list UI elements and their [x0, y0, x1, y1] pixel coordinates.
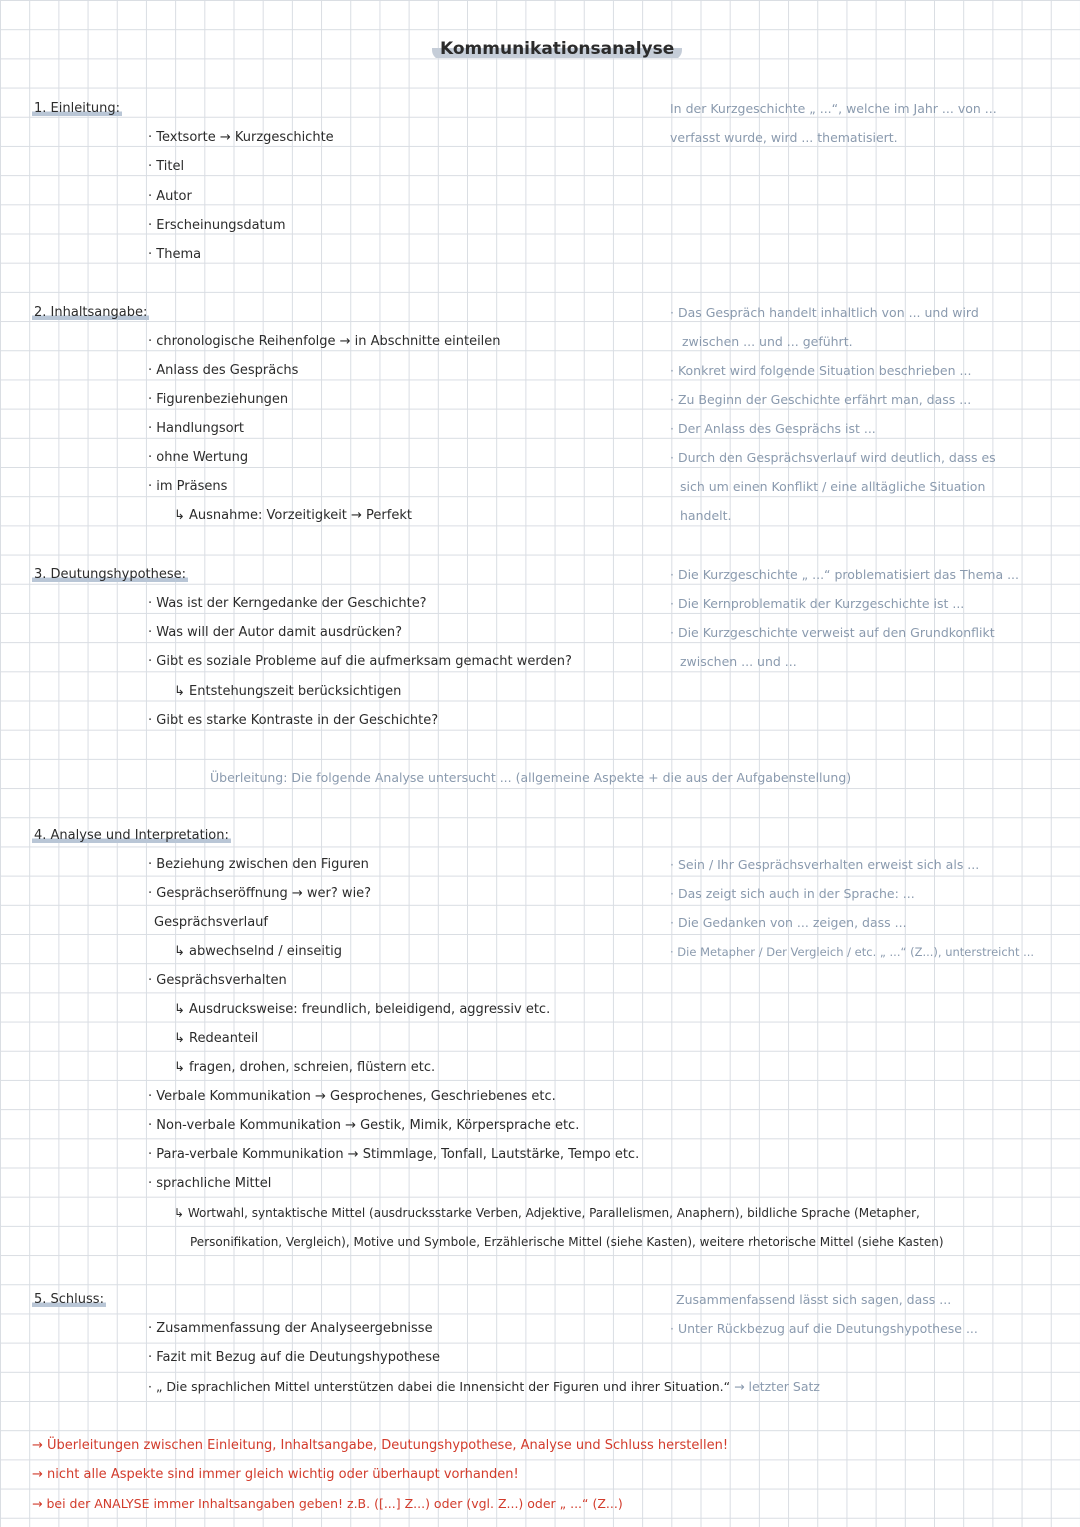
red-note: → nicht alle Aspekte sind immer gleich wichtig oder überhaupt vorhanden! [32, 1467, 519, 1482]
s1-phrase: verfasst wurde, wird ... thematisiert. [670, 130, 898, 145]
page-title: Kommunikationsanalyse [432, 38, 682, 60]
s4-item: · Gesprächseröffnung → wer? wie? [148, 886, 372, 901]
s5-phrase: Zusammenfassend lässt sich sagen, dass ... [676, 1292, 952, 1307]
s4-phrase: · Das zeigt sich auch in der Sprache: ... [670, 886, 915, 901]
s4-item: · sprachliche Mittel [148, 1176, 272, 1191]
last-sentence-note: → letzter Satz [734, 1379, 820, 1394]
s2-phrase: · Das Gespräch handelt inhaltlich von ... und wird [670, 305, 979, 320]
s3-phrase: zwischen ... und ... [680, 654, 797, 669]
s4-subitem: Personifikation, Vergleich), Motive und Symbole, Erzählerische Mittel (siehe Kasten), weitere rhetorische Mittel (siehe Kasten) [190, 1235, 944, 1249]
s4-item: · Beziehung zwischen den Figuren [148, 857, 369, 872]
s1-item: · Thema [148, 247, 202, 262]
s4-item: · Non-verbale Kommunikation → Gestik, Mimik, Körpersprache etc. [148, 1118, 580, 1133]
s4-item: · Verbale Kommunikation → Gesprochenes, Geschriebenes etc. [148, 1089, 556, 1104]
s4-phrase: · Die Metapher / Der Vergleich / etc. „ ...“ (Z...), unterstreicht ... [670, 945, 1035, 959]
section-5-heading: 5. Schluss: [34, 1292, 104, 1307]
s5-item: · Zusammenfassung der Analyseergebnisse [148, 1321, 433, 1336]
s2-item: · chronologische Reihenfolge → in Abschnitte einteilen [148, 334, 501, 349]
s2-phrase: sich um einen Konflikt / eine alltägliche Situation [680, 479, 986, 494]
s1-item: · Autor [148, 189, 192, 204]
s3-item: · Gibt es soziale Probleme auf die aufmerksam gemacht werden? [148, 654, 572, 669]
s4-subitem: ↳ Ausdrucksweise: freundlich, beleidigend, aggressiv etc. [174, 1002, 551, 1017]
s1-item: · Erscheinungsdatum [148, 218, 286, 233]
s3-phrase: · Die Kurzgeschichte „ ...“ problematisiert das Thema ... [670, 567, 1019, 582]
s3-item: · Was ist der Kerngedanke der Geschichte? [148, 596, 427, 611]
s4-subitem: ↳ fragen, drohen, schreien, flüstern etc. [174, 1060, 436, 1075]
section-4-heading: 4. Analyse und Interpretation: [34, 828, 229, 843]
s4-subitem: ↳ Wortwahl, syntaktische Mittel (ausdrucksstarke Verben, Adjektive, Parallelismen, Anaphern), bildliche Sprache (Metapher, [174, 1206, 920, 1220]
s4-item: Gesprächsverlauf [154, 915, 268, 930]
transition-note: Überleitung: Die folgende Analyse untersucht ... (allgemeine Aspekte + die aus der Aufgabenstellung) [210, 770, 852, 785]
s2-phrase: · Zu Beginn der Geschichte erfährt man, dass ... [670, 392, 972, 407]
s2-phrase: zwischen ... und ... geführt. [682, 334, 853, 349]
s2-phrase: · Konkret wird folgende Situation beschrieben ... [670, 363, 972, 378]
s5-item: · „ Die sprachlichen Mittel unterstützen dabei die Innensicht der Figuren und ihrer Situation.“ → letzter Satz [148, 1379, 820, 1394]
section-3-heading: 3. Deutungshypothese: [34, 567, 187, 582]
red-note: → Überleitungen zwischen Einleitung, Inhaltsangabe, Deutungshypothese, Analyse und Schluss herstellen! [32, 1438, 729, 1453]
s2-phrase: handelt. [680, 508, 732, 523]
s4-subitem: ↳ Redeanteil [174, 1031, 259, 1046]
s5-item: · Fazit mit Bezug auf die Deutungshypothese [148, 1350, 441, 1365]
s2-item: · Handlungsort [148, 421, 245, 436]
s3-phrase: · Die Kernproblematik der Kurzgeschichte ist ... [670, 596, 965, 611]
s5-phrase: · Unter Rückbezug auf die Deutungshypothese ... [670, 1321, 978, 1336]
s2-item: · im Präsens [148, 479, 228, 494]
s1-item: · Titel [148, 159, 185, 174]
s4-subitem: ↳ abwechselnd / einseitig [174, 944, 342, 959]
s2-phrase: · Durch den Gesprächsverlauf wird deutlich, dass es [670, 450, 996, 465]
section-1-heading: 1. Einleitung: [34, 101, 121, 116]
s4-item: · Gesprächsverhalten [148, 973, 287, 988]
s2-phrase: · Der Anlass des Gesprächs ist ... [670, 421, 876, 436]
s3-phrase: · Die Kurzgeschichte verweist auf den Grundkonflikt [670, 625, 995, 640]
s2-item: · Anlass des Gesprächs [148, 363, 299, 378]
s3-item: · Gibt es starke Kontraste in der Geschichte? [148, 713, 439, 728]
red-note: → bei der ANALYSE immer Inhaltsangaben geben! z.B. ([...] Z...) oder (vgl. Z...) oder „ ...“ (Z...) [32, 1496, 623, 1511]
s3-item: · Was will der Autor damit ausdrücken? [148, 625, 403, 640]
s3-subitem: ↳ Entstehungszeit berücksichtigen [174, 684, 402, 699]
s1-item: · Textsorte → Kurzgeschichte [148, 130, 334, 145]
s4-item: · Para-verbale Kommunikation → Stimmlage, Tonfall, Lautstärke, Tempo etc. [148, 1147, 640, 1162]
s2-subitem: ↳ Ausnahme: Vorzeitigkeit → Perfekt [174, 508, 412, 523]
s4-phrase: · Die Gedanken von ... zeigen, dass ... [670, 915, 907, 930]
section-2-heading: 2. Inhaltsangabe: [34, 305, 148, 320]
s2-item: · ohne Wertung [148, 450, 249, 465]
s1-phrase: In der Kurzgeschichte „ ...“, welche im Jahr ... von ... [670, 101, 997, 116]
s2-item: · Figurenbeziehungen [148, 392, 289, 407]
s4-phrase: · Sein / Ihr Gesprächsverhalten erweist sich als ... [670, 857, 980, 872]
